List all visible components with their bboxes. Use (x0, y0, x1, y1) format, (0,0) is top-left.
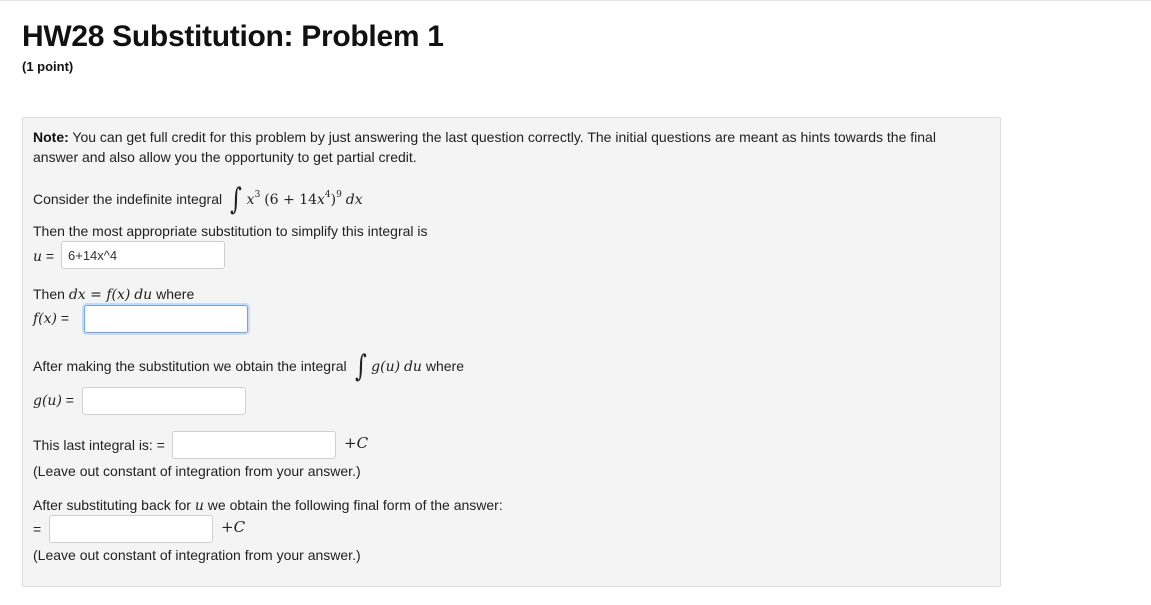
gu-label-row (33, 392, 74, 409)
last-integral-plus-c-text: +C (344, 434, 369, 452)
gu-equals: = (61, 392, 74, 408)
last-integral-label: This last integral is: = (33, 437, 165, 453)
note-paragraph (33, 127, 973, 167)
final-var: u (194, 498, 204, 514)
fx-equals: = (57, 310, 70, 326)
final-plus-c (221, 518, 245, 536)
outer-exponent: 9 (336, 190, 342, 200)
final-intro-after: we obtain the following final form of the answer: (203, 497, 503, 513)
integrand-base-exponent: 3 (254, 190, 261, 200)
last-integral-input[interactable] (172, 431, 336, 459)
u-input[interactable] (61, 241, 225, 269)
last-integral-plus-c (344, 434, 368, 452)
points-value: (1 point) (22, 59, 74, 74)
gu-label: g(u) (33, 393, 62, 409)
gu-integral-sign: ∫ (354, 349, 367, 385)
dx-then: Then (33, 286, 69, 302)
last-integral-hint: (Leave out constant of integration from your answer.) (33, 463, 361, 479)
final-answer-input[interactable] (49, 515, 213, 543)
final-intro-before: After substituting back for (33, 497, 195, 513)
top-divider (0, 0, 1151, 1)
inner-exponent: 4 (324, 190, 331, 200)
problem-box (22, 117, 1001, 587)
gu-statement (33, 349, 464, 385)
integral-statement (33, 182, 363, 218)
u-label: u (33, 249, 43, 265)
integral-differential: dx (345, 192, 363, 208)
u-equals: = (42, 248, 55, 264)
fx-label-row (33, 310, 69, 327)
dx-fx: f(x) (106, 287, 131, 303)
gu-intro: After making the substitution we obtain the integral (33, 358, 347, 374)
final-answer-statement (33, 495, 503, 516)
dx-symbol: dx (68, 287, 86, 303)
u-label-row (33, 248, 54, 265)
dx-du: du (134, 287, 153, 303)
integrand-inner: (6 + 14 (264, 192, 318, 208)
note-text: You can get full credit for this problem by just answering the last question correctly. The initial questions are meant as hints towards the final answer and also allow you the opportunity to get partial credit. (33, 129, 936, 165)
inner-variable: x (317, 192, 325, 208)
note-label: Note: (33, 129, 69, 145)
final-equals: = (33, 521, 42, 537)
inner-close: ) (330, 192, 337, 208)
dx-where: where (152, 286, 195, 302)
integral-intro: Consider the indefinite integral (33, 191, 223, 207)
gu-where: where (421, 358, 464, 374)
integral-sign: ∫ (229, 182, 242, 218)
dx-equals: = (85, 287, 107, 303)
fx-label: f(x) (33, 311, 58, 327)
dx-statement (33, 284, 194, 305)
gu-input[interactable] (82, 387, 246, 415)
integrand-base: x (246, 192, 255, 208)
page-title: HW28 Substitution: Problem 1 (22, 20, 444, 53)
final-plus-c-text: +C (221, 518, 246, 536)
gu-du: du (403, 359, 422, 375)
final-hint: (Leave out constant of integration from your answer.) (33, 547, 361, 563)
substitution-prompt: Then the most appropriate substitution to simplify this integral is (33, 223, 428, 239)
fx-input[interactable] (84, 305, 248, 333)
gu-integrand: g(u) (371, 359, 401, 375)
